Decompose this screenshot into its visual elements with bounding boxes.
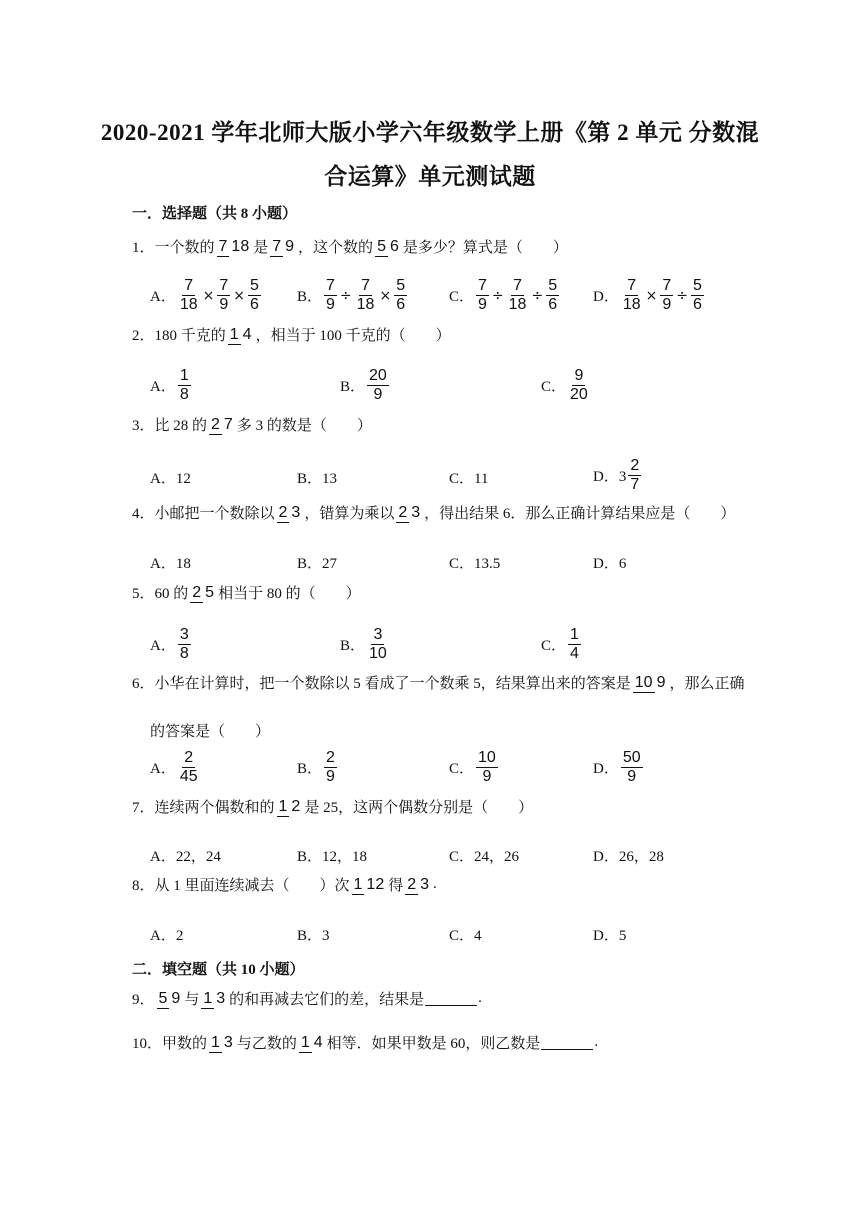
fraction: 7 9 bbox=[272, 237, 295, 255]
fraction: $\frac{2}{9}$ bbox=[326, 749, 335, 785]
fraction: $\frac{7}{9}$ bbox=[478, 277, 487, 313]
question-1: 1．一个数的 7 18 是 7 9 ，这个数的 5 6 是多少？算式是（ ） bbox=[132, 237, 568, 256]
fraction: $\frac{7}{18}$ bbox=[356, 277, 375, 313]
fraction: $\frac{5}{6}$ bbox=[548, 277, 558, 313]
fraction: $\frac{3}{8}$ bbox=[179, 626, 189, 662]
q3-option-d[interactable]: D．3 $\frac{2}{7}$ bbox=[593, 457, 640, 493]
fraction: 1 4 bbox=[229, 325, 252, 343]
title-line-1: 2020-2021 学年北师大版小学六年级数学上册《第 2 单元 分数混 bbox=[100, 120, 760, 145]
question-8: 8．从 1 里面连续减去（ ）次 1 12 得 2 3 . bbox=[132, 875, 437, 894]
q7-option-d[interactable]: D．26，28 bbox=[593, 849, 664, 865]
q6-option-d[interactable]: D． $\frac{50}{9}$ bbox=[593, 749, 641, 785]
fraction: 1 3 bbox=[211, 1033, 233, 1051]
q8-option-b[interactable]: B．3 bbox=[297, 928, 330, 944]
q6-option-c[interactable]: C． $\frac{10}{9}$ bbox=[449, 749, 496, 785]
fraction: 1 2 bbox=[278, 797, 301, 815]
q1-option-b[interactable]: B． $\frac{7}{9}$ ÷ $\frac{7}{18}$ × $\frac{5}{6}$ bbox=[297, 277, 406, 313]
answer-blank[interactable] bbox=[425, 991, 477, 1006]
q8-option-d[interactable]: D．5 bbox=[593, 928, 627, 944]
fraction: $\frac{20}{9}$ bbox=[369, 367, 387, 403]
fraction: $\frac{1}{8}$ bbox=[179, 367, 189, 403]
question-3: 3．比 28 的 2 7 多 3 的数是（ ） bbox=[132, 415, 372, 434]
q8-option-a[interactable]: A．2 bbox=[150, 928, 184, 944]
q7-option-a[interactable]: A．22，24 bbox=[150, 849, 221, 865]
fraction: $\frac{9}{20}$ bbox=[570, 367, 588, 403]
q7-option-c[interactable]: C．24，26 bbox=[449, 849, 520, 865]
q4-option-d[interactable]: D．6 bbox=[593, 556, 627, 572]
question-4: 4．小邮把一个数除以 2 3 ，错算为乘以 2 3 ，得出结果 6．那么正确计算结果应是（ ） bbox=[132, 503, 736, 522]
fraction: 5 6 bbox=[377, 237, 399, 255]
question-10: 10．甲数的 1 3 与乙数的 1 4 相等．如果甲数是 60，则乙数是 . bbox=[132, 1033, 599, 1052]
q6-option-a[interactable]: A． $\frac{2}{45}$ bbox=[150, 749, 198, 785]
q4-option-b[interactable]: B．27 bbox=[297, 556, 338, 572]
q7-option-b[interactable]: B．12，18 bbox=[297, 849, 368, 865]
q5-option-a[interactable]: A． $\frac{3}{8}$ bbox=[150, 626, 189, 662]
fraction: 2 5 bbox=[192, 583, 215, 601]
q5-option-c[interactable]: C． $\frac{1}{4}$ bbox=[541, 626, 579, 662]
q1-option-d[interactable]: D． $\frac{7}{18}$ × $\frac{7}{9}$ ÷ $\frac{5}{6}$ bbox=[593, 277, 702, 313]
fraction: 5 9 bbox=[158, 989, 181, 1007]
fraction: 2 3 bbox=[407, 875, 430, 893]
q3-option-a[interactable]: A．12 bbox=[150, 471, 191, 487]
fraction: $\frac{2}{45}$ bbox=[179, 749, 198, 785]
fraction: 1 3 bbox=[203, 989, 226, 1007]
fraction: $\frac{7}{18}$ bbox=[179, 277, 198, 313]
q5-option-b[interactable]: B． $\frac{3}{10}$ bbox=[340, 626, 387, 662]
q3-option-b[interactable]: B．13 bbox=[297, 471, 338, 487]
fraction: $\frac{2}{7}$ bbox=[630, 457, 640, 493]
fraction: 7 18 bbox=[218, 237, 250, 255]
fraction: $\frac{5}{6}$ bbox=[396, 277, 406, 313]
question-7: 7．连续两个偶数和的 1 2 是 25，这两个偶数分别是（ ） bbox=[132, 797, 534, 816]
fraction: $\frac{7}{18}$ bbox=[622, 277, 641, 313]
q2-option-a[interactable]: A． $\frac{1}{8}$ bbox=[150, 367, 189, 403]
section-fill-heading: 二．填空题（共 10 小题） bbox=[132, 962, 305, 978]
fraction: 2 3 bbox=[398, 503, 421, 521]
question-5: 5．60 的 2 5 相当于 80 的（ ） bbox=[132, 583, 361, 602]
fraction: 1 12 bbox=[353, 875, 385, 893]
fraction: $\frac{1}{4}$ bbox=[570, 626, 579, 662]
question-2: 2．180 千克的 1 4 ，相当于 100 千克的（ ） bbox=[132, 325, 451, 344]
section-choice-heading: 一．选择题（共 8 小题） bbox=[132, 206, 298, 222]
question-6: 6．小华在计算时，把一个数除以 5 看成了一个数乘 5，结果算出来的答案是 10 9 ，那么正确 bbox=[132, 673, 745, 692]
fraction: $\frac{5}{6}$ bbox=[250, 277, 259, 313]
question-9: 9． 5 9 与 1 3 的和再减去它们的差，结果是 . bbox=[132, 989, 482, 1008]
fraction: $\frac{3}{10}$ bbox=[369, 626, 387, 662]
fraction: 10 9 bbox=[634, 673, 666, 691]
q4-option-a[interactable]: A．18 bbox=[150, 556, 191, 572]
q6-option-b[interactable]: B． $\frac{2}{9}$ bbox=[297, 749, 335, 785]
q3-option-c[interactable]: C．11 bbox=[449, 471, 489, 487]
q1-option-a[interactable]: A． $\frac{7}{18}$ × $\frac{7}{9}$ × $\frac{5}{6}$ bbox=[150, 277, 259, 313]
fraction: $\frac{7}{9}$ bbox=[662, 277, 672, 313]
fraction: $\frac{5}{6}$ bbox=[693, 277, 702, 313]
fraction: $\frac{7}{9}$ bbox=[219, 277, 229, 313]
title-line-2: 合运算》单元测试题 bbox=[324, 164, 536, 189]
fraction: $\frac{7}{9}$ bbox=[326, 277, 335, 313]
fraction: $\frac{10}{9}$ bbox=[478, 749, 496, 785]
answer-blank[interactable] bbox=[541, 1035, 593, 1050]
q2-option-b[interactable]: B． $\frac{20}{9}$ bbox=[340, 367, 387, 403]
q4-option-c[interactable]: C．13.5 bbox=[449, 556, 501, 572]
fraction: 2 3 bbox=[278, 503, 301, 521]
q8-option-c[interactable]: C．4 bbox=[449, 928, 482, 944]
fraction: 2 7 bbox=[211, 415, 233, 433]
fraction: 1 4 bbox=[300, 1033, 323, 1051]
fraction: $\frac{7}{18}$ bbox=[508, 277, 527, 313]
fraction: $\frac{50}{9}$ bbox=[622, 749, 641, 785]
question-6-line-2: 的答案是（ ） bbox=[150, 724, 271, 740]
q2-option-c[interactable]: C． $\frac{9}{20}$ bbox=[541, 367, 588, 403]
q1-option-c[interactable]: C． $\frac{7}{9}$ ÷ $\frac{7}{18}$ ÷ $\frac{5}{6}$ bbox=[449, 277, 558, 313]
